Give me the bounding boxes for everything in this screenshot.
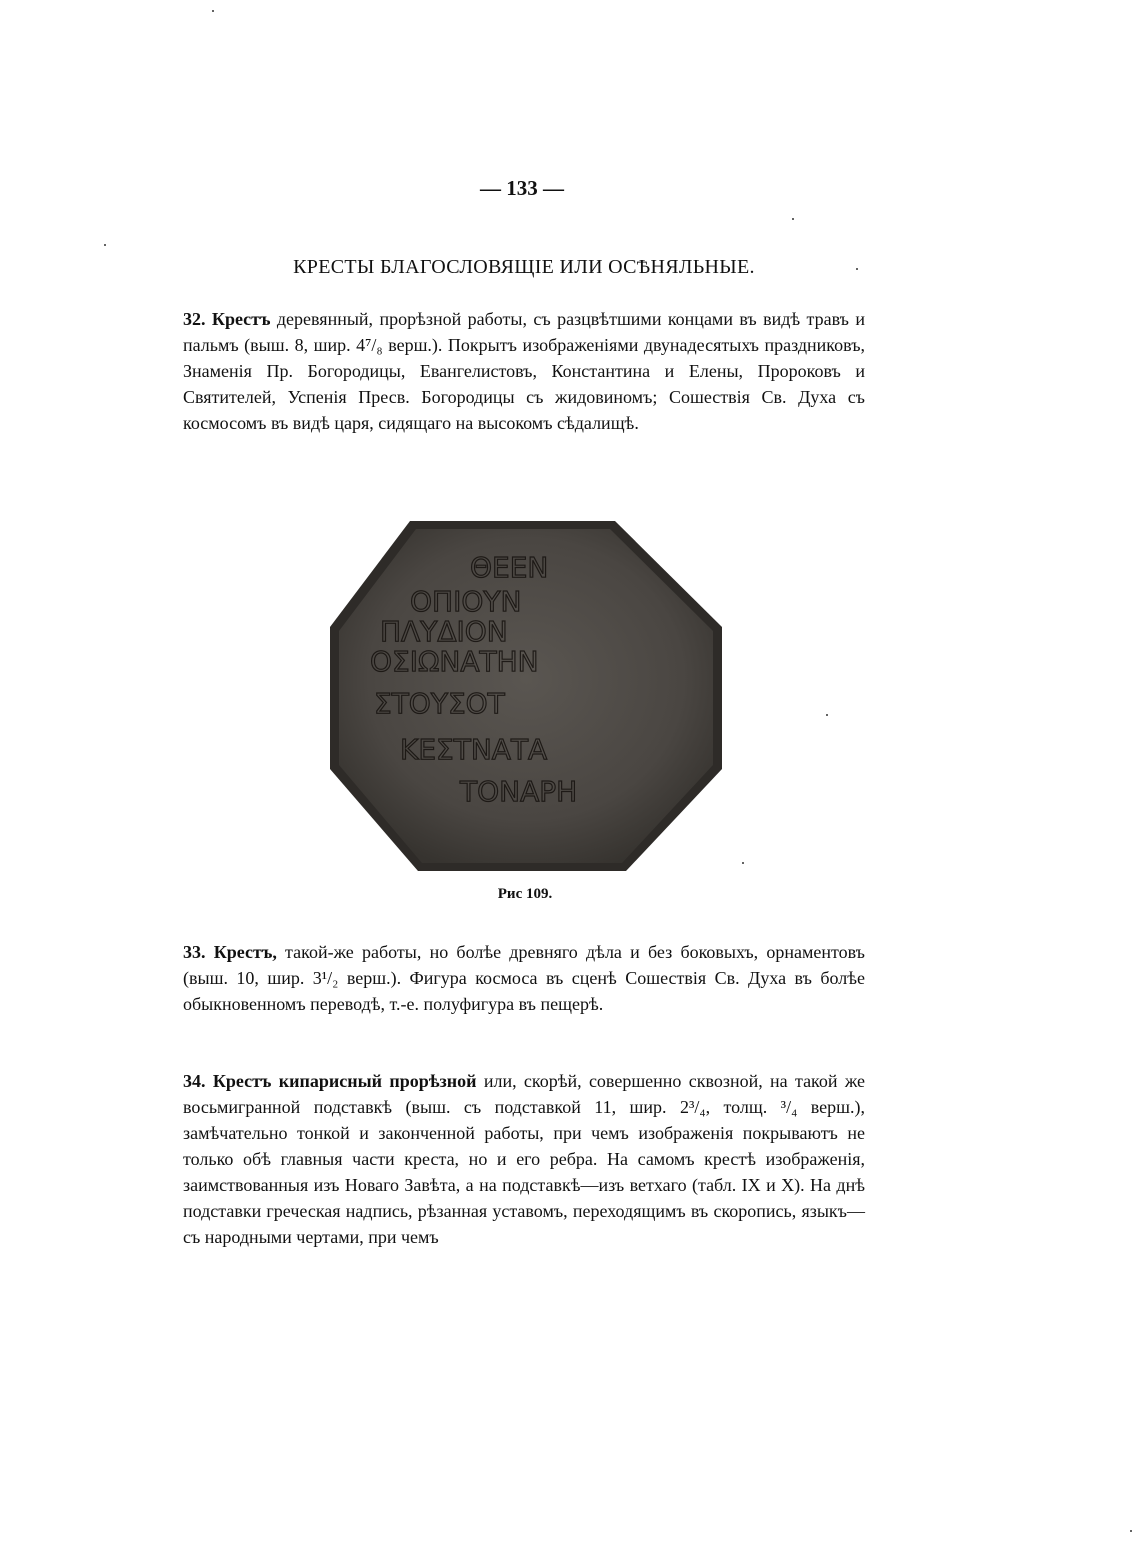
entry-33 [183, 939, 865, 1017]
page-number: — 133 — [480, 176, 564, 200]
entry-text: такой-же работы, но болѣе древняго дѣла и без боковыхъ, орнаментовъ (выш. 10, шир. 3¹/₂ верш.). Фигура космоса въ сценѣ Сошествія Св. Духа въ болѣе обыкновенномъ переводѣ, т.-е. полуфигура въ пещерѣ. [183, 942, 865, 1014]
scan-speck [792, 218, 794, 220]
entry-text: деревянный, прорѣзной работы, съ разцвѣтшими концами въ видѣ травъ и пальмъ (выш. 8, шир. 4⁷/₈ верш.). Покрытъ изображеніями двунадесятыхъ праздниковъ, Знаменія Пр. Богородицы, Евангелистовъ, Константина и Елены, Пророковъ и Святителей, Успенія Пресв. Богородицы съ жидовиномъ; Сошествія Св. Духа съ космосомъ въ видѣ царя, сидящаго на высокомъ сѣдалищѣ. [183, 309, 865, 433]
scan-speck [856, 268, 858, 270]
entry-title: Крестъ кипарисный прорѣзной [212, 1071, 477, 1091]
scan-speck [826, 714, 828, 716]
inscription-line: ΠΛΥΔΙΟΝ [380, 615, 508, 648]
entry-34 [183, 1068, 865, 1250]
inscription-line: ΚΕΣΤΝΑΤΑ [400, 733, 548, 766]
scan-speck [212, 10, 214, 12]
scan-speck [104, 244, 106, 246]
figure-caption: Рис 109. [497, 886, 553, 902]
entry-number: 32. [183, 309, 206, 329]
inscription-line: ΤΟΝΑΡΗ [460, 775, 578, 808]
plaque-image [330, 519, 722, 873]
entry-number: 33. [183, 942, 206, 962]
figure-octagonal-plaque [330, 519, 722, 873]
inscription-line: ΣΤΟΥΣΟΤ [374, 687, 505, 720]
inscription-line: ΟΠΙΟΥΝ [410, 585, 522, 618]
inscription-line: ΘΕΕΝ [470, 551, 549, 584]
inscription-line: ΟΣΙΩΝΑΤΗΝ [370, 645, 539, 678]
entry-title: Крестъ [211, 309, 271, 329]
entry-text: или, скорѣй, совершенно сквозной, на такой же восьмигранной подставкѣ (выш. съ подставкой 11, шир. 2³/₄, толщ. ³/₄ верш.), замѣчательно тонкой и законченной работы, при чемъ изображенія покрываютъ не только обѣ главныя части креста, но и его ребра. На самомъ крестѣ изображенія, заимствованныя изъ Новаго Завѣта, а на подставкѣ—изъ ветхаго (табл. IX и X). На днѣ подставки греческая надпись, рѣзанная уставомъ, переходящимъ въ скоропись, языкъ—съ народными чертами, при чемъ [183, 1071, 866, 1247]
scan-speck [1130, 1530, 1132, 1532]
scan-speck [742, 862, 744, 864]
section-heading: КРЕСТЫ БЛАГОСЛОВЯЩІЕ ИЛИ ОСѢНЯЛЬНЫЕ. [293, 256, 755, 278]
entry-32 [183, 306, 865, 436]
entry-number: 34. [183, 1071, 206, 1091]
entry-title: Крестъ, [213, 942, 277, 962]
